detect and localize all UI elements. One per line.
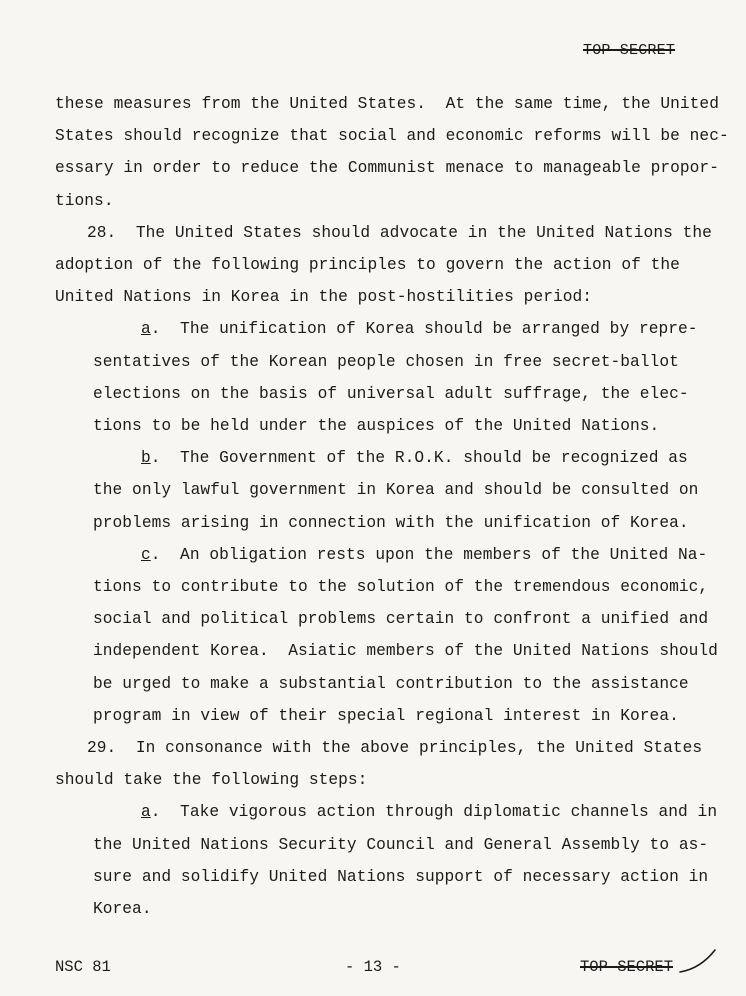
text-line: adoption of the following principles to govern the action of the <box>55 256 680 275</box>
text-line: sure and solidify United Nations support of necessary action in <box>93 867 709 886</box>
text-line <box>55 539 715 571</box>
paragraph-27-continuation <box>55 88 729 217</box>
text-fragment: . Take vigorous action through diplomatic channels and in <box>150 803 718 822</box>
subparagraph-label: a <box>141 320 151 339</box>
subparagraph-label: a <box>141 803 151 822</box>
subparagraph-label: b <box>141 449 151 468</box>
text-line: Korea. <box>93 900 152 919</box>
text-fragment: . The Government of the R.O.K. should be recognized as <box>150 449 688 468</box>
text-line: problems arising in connection with the unification of Korea. <box>93 513 689 532</box>
text-fragment: . An obligation rests upon the members of the United Na- <box>150 545 708 564</box>
text-line: tions to be held under the auspices of the United Nations. <box>93 417 660 436</box>
subparagraph-label: c <box>141 545 151 564</box>
paragraph-28a <box>55 313 715 442</box>
text-line: essary in order to reduce the Communist menace to manageable propor- <box>55 159 719 178</box>
paragraph-29 <box>55 732 715 796</box>
text-line: the only lawful government in Korea and should be consulted on <box>93 481 699 500</box>
text-line: independent Korea. Asiatic members of the United Nations should <box>93 642 718 661</box>
pen-stroke-mark <box>678 946 718 976</box>
text-line <box>55 796 718 828</box>
text-line: 29. In consonance with the above principles, the United States <box>87 739 703 758</box>
text-line: 28. The United States should advocate in the United Nations the <box>87 223 712 242</box>
paragraph-28c <box>55 539 718 732</box>
text-line: be urged to make a substantial contribution to the assistance <box>93 674 689 693</box>
paragraph-29a <box>55 796 718 925</box>
bottom-classification-marking: TOP SECRET <box>580 958 674 976</box>
text-line: social and political problems certain to confront a unified and <box>93 610 709 629</box>
top-classification-marking: TOP SECRET <box>583 42 676 59</box>
document-id: NSC 81 <box>55 958 111 976</box>
text-line: tions. <box>55 191 114 210</box>
text-line: these measures from the United States. At the same time, the United <box>55 95 719 113</box>
text-fragment: . The unification of Korea should be arranged by repre- <box>150 320 698 339</box>
text-line: tions to contribute to the solution of the tremendous economic, <box>93 578 709 597</box>
text-line: the United Nations Security Council and General Assembly to as- <box>93 835 709 854</box>
paragraph-28 <box>55 217 715 314</box>
text-line <box>55 442 715 474</box>
text-line: elections on the basis of universal adult suffrage, the elec- <box>93 384 689 403</box>
text-line: sentatives of the Korean people chosen in free secret-ballot <box>93 352 679 371</box>
page-number: - 13 - <box>345 958 401 976</box>
text-line: program in view of their special regional interest in Korea. <box>93 706 679 725</box>
text-line: should take the following steps: <box>55 771 368 790</box>
page-footer <box>55 958 735 988</box>
text-line: United Nations in Korea in the post-hostilities period: <box>55 288 593 307</box>
paragraph-28b <box>55 442 715 539</box>
text-line <box>55 313 715 345</box>
document-body <box>55 88 729 925</box>
text-line: States should recognize that social and economic reforms will be nec- <box>55 127 729 146</box>
